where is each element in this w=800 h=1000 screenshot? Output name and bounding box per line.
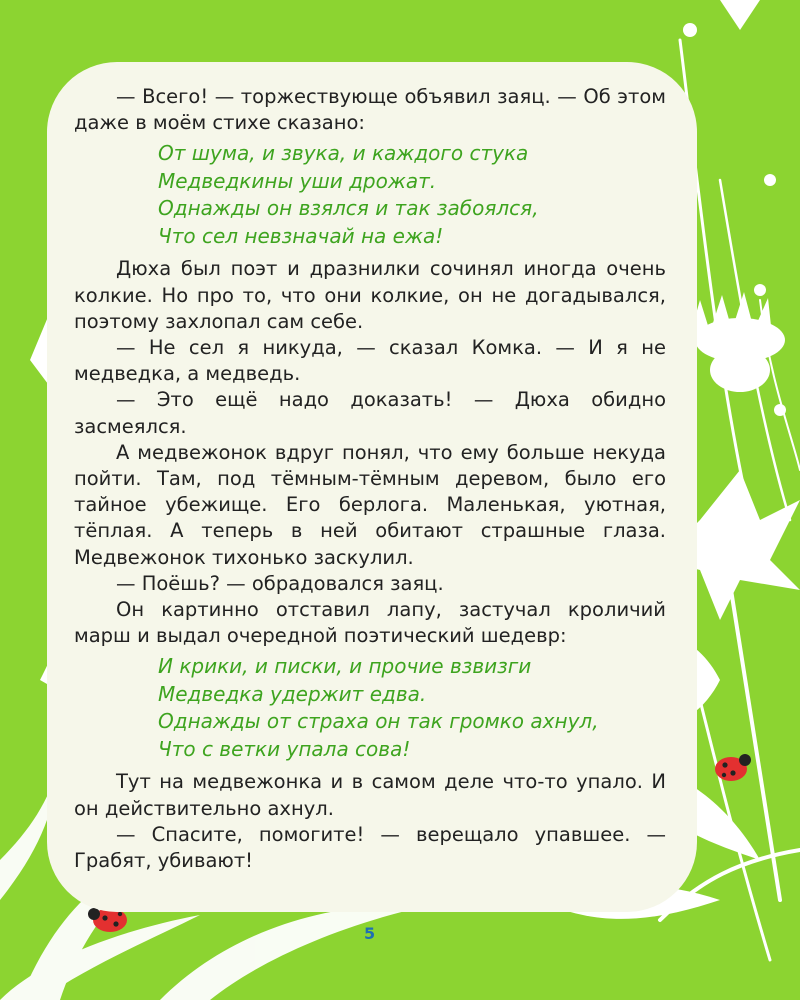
verse-block: [158, 653, 666, 763]
prose-paragraph: — Спасите, помогите! — верещало упавшее. — Грабят, убивают!: [74, 822, 666, 873]
verse-block: [158, 140, 666, 250]
page-number: 5: [364, 924, 376, 943]
prose-paragraph: Тут на медвежонка и в самом деле что-то упало. И он действительно ахнул.: [74, 770, 666, 820]
prose-paragraph: Дюха был поэт и дразнилки сочинял иногда очень колкие. Но про то, что они колкие, он не догадывался, поэтому захлопал сам себе.: [74, 257, 666, 333]
prose-paragraph: — Поёшь? — обрадовался заяц.: [116, 571, 444, 595]
verse-line: Однажды от страха он так громко ахнул,: [158, 709, 599, 734]
verse-line: От шума, и звука, и каждого стука: [158, 141, 529, 166]
prose-paragraph: Он картинно отставил лапу, застучал кроличий марш и выдал очередной поэтический шедевр:: [74, 598, 666, 648]
ladybug-right-icon: [715, 754, 751, 781]
verse-line: Что сел невзначай на ежа!: [158, 223, 444, 248]
prose-paragraph: А медвежонок вдруг понял, что ему больше некуда пойти. Там, под тёмным-тёмным деревом, было его тайное убежище. Его берлога. Маленькая, уютная, тёплая. А теперь в ней обитают страшные глаза. Медвежонок тихонько заскулил.: [74, 440, 666, 569]
prose-paragraph: — Всего! — торжествующе объявил заяц. — Об этом даже в моём стихе сказано:: [74, 85, 666, 135]
verse-line: И крики, и писки, и прочие взвизги: [158, 654, 532, 679]
story-text: [74, 84, 666, 874]
prose-paragraph: — Это ещё надо доказать! — Дюха обидно засмеялся.: [74, 388, 666, 438]
verse-line: Медведкины уши дрожат.: [158, 168, 437, 193]
prose-paragraph: — Не сел я никуда, — сказал Комка. — И я не медведка, а медведь.: [74, 336, 666, 386]
verse-line: Однажды он взялся и так забоялся,: [158, 196, 539, 221]
verse-line: Что с ветки упала сова!: [158, 736, 411, 761]
verse-line: Медведка удержит едва.: [158, 681, 427, 706]
